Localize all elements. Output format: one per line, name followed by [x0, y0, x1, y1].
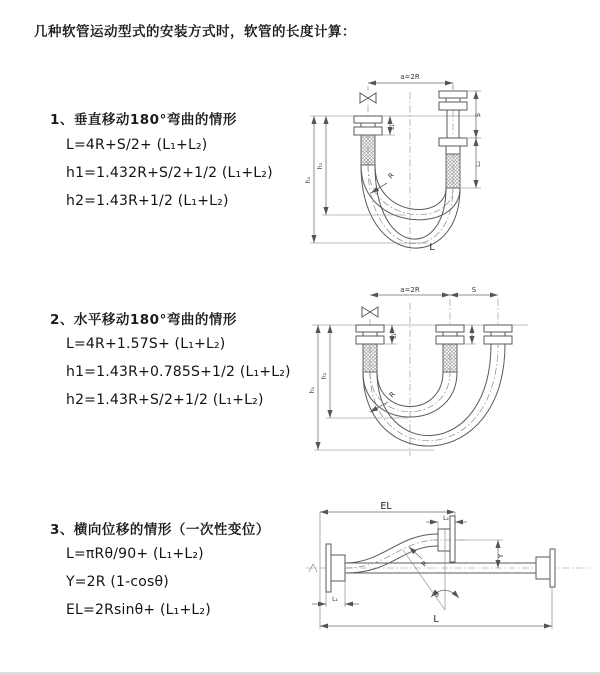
formula-line: L=4R+1.57S+ (L₁+L₂) [66, 336, 226, 352]
dimension-y [455, 540, 505, 568]
hose-bend [363, 344, 505, 446]
dimension-a2r [370, 286, 450, 295]
formula-line: h2=1.43R+S/2+1/2 (L₁+L₂) [66, 392, 264, 408]
radius-leader [371, 171, 396, 193]
dim-label-h1: h₁ [305, 176, 312, 184]
formula-line: L=4R+S/2+ (L₁+L₂) [66, 137, 208, 153]
radius-leader [409, 547, 430, 568]
formula-line: h2=1.43R+1/2 (L₁+L₂) [66, 193, 229, 209]
left-fitting [356, 325, 384, 372]
diagram-vertical-bend [298, 62, 590, 262]
left-flange [326, 544, 345, 592]
dim-label-l1: L₁ [389, 124, 396, 130]
dim-label-h1: h₁ [309, 386, 316, 394]
right-flange [536, 549, 555, 587]
middle-fitting [436, 325, 464, 372]
formula-line: EL=2Rsinθ+ (L₁+L₂) [66, 602, 211, 618]
dim-label-s: S [471, 286, 477, 294]
formula-line: h1=1.432R+S/2+1/2 (L₁+L₂) [66, 165, 273, 181]
upper-flange [431, 516, 468, 562]
hose-bend [361, 165, 460, 248]
braid-section [443, 344, 457, 372]
braid-section [446, 154, 460, 188]
dim-label-a2r: a=2R [400, 73, 420, 81]
dim-label-length: L [429, 242, 435, 253]
section-1-heading: 1、垂直移动180°弯曲的情形 [50, 112, 237, 128]
diagram-lateral-shift [298, 498, 600, 650]
angle-label-theta: θ [435, 592, 439, 599]
dimension-l1 [312, 581, 359, 607]
dim-label-y: Y [497, 553, 505, 559]
dim-label-r: R [420, 559, 430, 569]
section-3-heading: 3、横向位移的情形（一次性变位） [50, 522, 270, 538]
dim-label-el: EL [380, 501, 392, 512]
page-title: 几种软管运动型式的安装方式时，软管的长度计算： [34, 24, 356, 40]
formula-line: L=πRθ/90+ (L₁+L₂) [66, 546, 204, 562]
dim-label-length: L [433, 614, 439, 625]
left-fitting [354, 116, 382, 165]
braid-section [363, 344, 377, 372]
centerlines [312, 299, 528, 456]
dim-label-a2r: a=2R [400, 286, 420, 294]
formula-line: Y=2R (1-cosθ) [66, 574, 169, 590]
dimension-l2 [426, 515, 467, 529]
dimension-s [450, 286, 498, 295]
valve-icon [362, 307, 378, 317]
valve-icon [360, 93, 376, 103]
section-2-heading: 2、水平移动180°弯曲的情形 [50, 312, 237, 328]
dim-label-h2: h₂ [321, 372, 328, 380]
dim-label-r: R [387, 390, 397, 400]
dim-label-s: S [475, 113, 482, 117]
dim-label-l2: L₂ [443, 515, 449, 522]
dimension-a2r [368, 73, 453, 91]
dimension-s [468, 91, 482, 138]
braid-section [361, 135, 375, 165]
formula-line: h1=1.43R+0.785S+1/2 (L₁+L₂) [66, 364, 291, 380]
dim-label-l1: L₁ [332, 596, 338, 603]
right-fitting-lower [439, 138, 467, 188]
dim-label-l2: L₂ [475, 161, 482, 167]
dim-label-h2: h₂ [317, 162, 324, 170]
diagram-horizontal-bend [298, 278, 600, 463]
right-fitting [484, 325, 512, 344]
dim-label-l1: L₁ [391, 333, 398, 339]
dim-label-r: R [386, 171, 396, 181]
